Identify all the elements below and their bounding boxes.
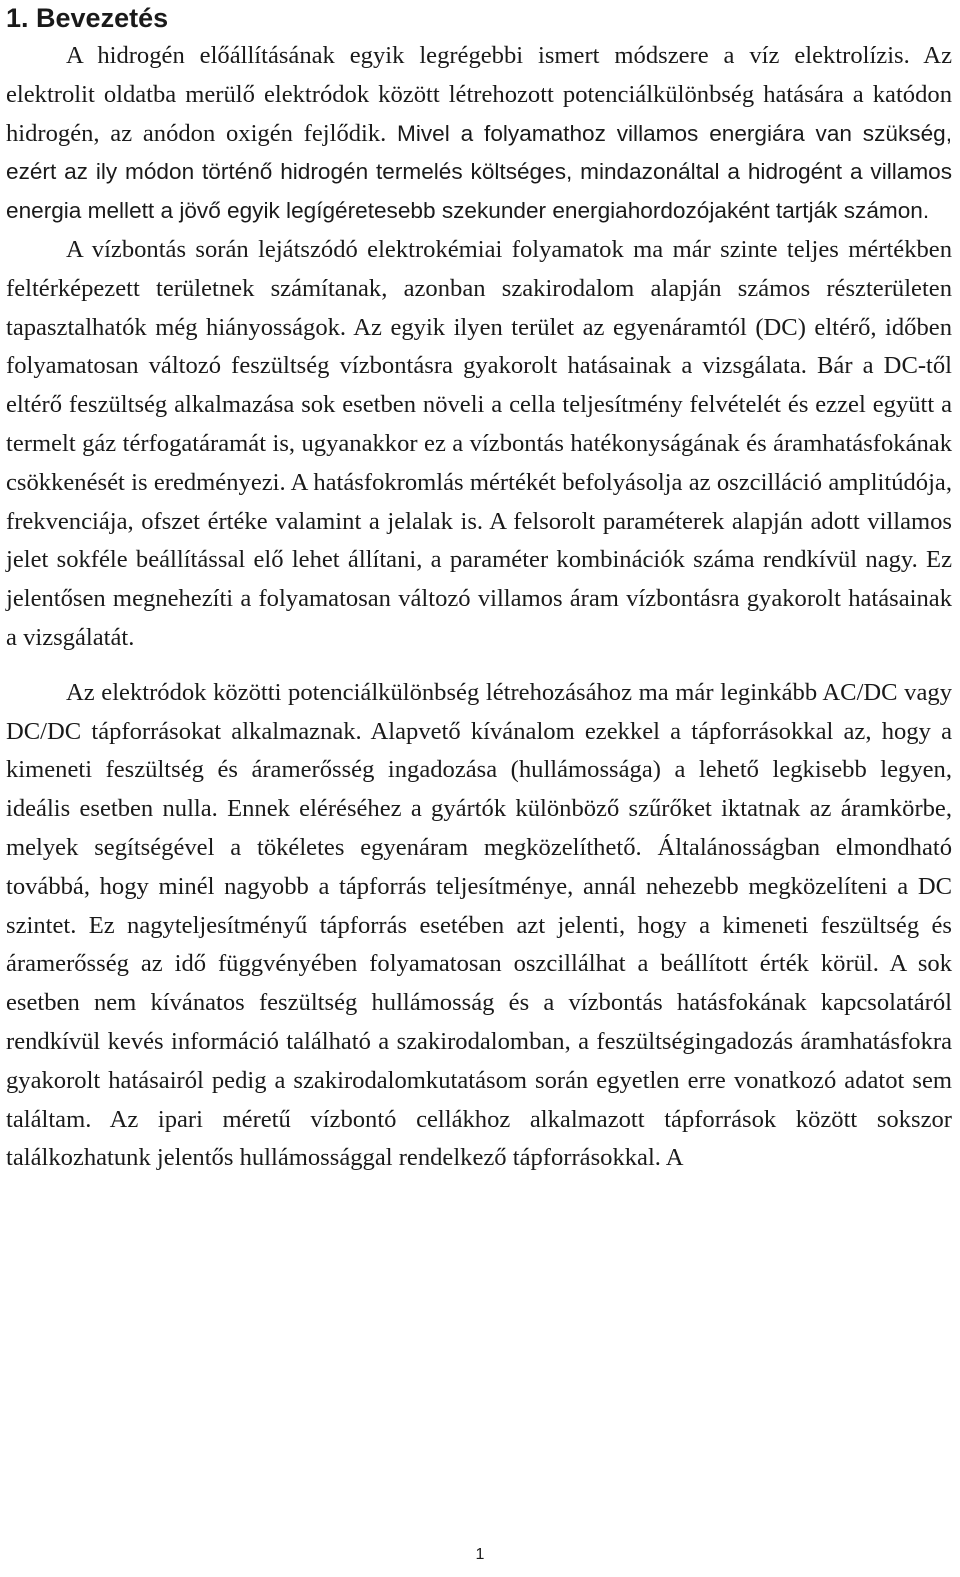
paragraph-1 <box>6 37 952 231</box>
paragraph-1-part-1: A hidrogén előállításának egyik legrégebbi ismert módszere a víz elektrolízis. Az elektrolit oldatba merülő elektródok között létrehozott potenciálkülönbség hatására a katódon hidrogén, az anódon oxigén fejlődik. <box>6 42 952 147</box>
paragraph-1-part-2: Mivel a folyamathoz villamos energiára van szükség, ezért az ily módon történő hidrogén termelés költséges, mindazonáltal a hidrogént a villamos energia mellett a jövő egyik legígéretesebb szekunder energiahordozójaként tartják számon. <box>6 120 952 224</box>
document-page <box>6 0 952 1178</box>
paragraph-spacer <box>6 658 952 674</box>
paragraph-2: A vízbontás során lejátszódó elektrokémiai folyamatok ma már szinte teljes mértékben feltérképezett területnek számítanak, azonban szakirodalom alapján számos részterületen tapasztalhatók még hiányosságok. Az egyik ilyen terület az egyenáramtól (DC) eltérő, időben folyamatosan változó feszültség vízbontásra gyakorolt hatásainak a vizsgálata. Bár a DC-től eltérő feszültség alkalmazása sok esetben növeli a cella teljesítmény felvételét és ezzel együtt a termelt gáz térfogatáramát is, ugyanakkor ez a vízbontás hatékonyságának és áramhatásfokának csökkenését is eredményezi. A hatásfokromlás mértékét befolyásolja az oszcilláció amplitúdója, frekvenciája, ofszet értéke valamint a jelalak is. A felsorolt paraméterek alapján adott villamos jelet sokféle beállítással elő lehet állítani, a paraméter kombinációk száma rendkívül nagy. Ez jelentősen megnehezíti a folyamatosan változó villamos áram vízbontásra gyakorolt hatásainak a vizsgálatát. <box>6 235 952 651</box>
paragraph-3: Az elektródok közötti potenciálkülönbség létrehozásához ma már leginkább AC/DC vagy DC/DC tápforrásokat alkalmaznak. Alapvető kívánalom ezekkel a tápforrásokkal az, hogy a kimeneti feszültség és áramerősség ingadozása (hullámossága) a lehető legkisebb legyen, ideális esetben nulla. Ennek eléréséhez a gyártók különböző szűrőket iktatnak az áramkörbe, melyek segítségével a tökéletes egyenáram megközelíthető. Általánosságban elmondható továbbá, hogy minél nagyobb a tápforrás teljesítménye, annál nehezebb megközelíteni a DC szintet. Ez nagyteljesítményű tápforrás esetében azt jelenti, hogy a kimeneti feszültség és áramerősség az idő függvényében folyamatosan oszcillálhat a beállított érték körül. A sok esetben nem kívánatos feszültség hullámosság és a vízbontás hatásfokának kapcsolatáról rendkívül kevés információ található a szakirodalomban, a feszültségingadozás áramhatásfokra gyakorolt hatásairól pedig a szakirodalomkutatásom során egyetlen erre vonatkozó adatot sem találtam. Az ipari méretű vízbontó cellákhoz alkalmazott tápforrások között sokszor találkozhatunk jelentős hullámossággal rendelkező tápforrásokkal. A <box>6 678 952 1172</box>
page-number: 1 <box>475 1546 485 1563</box>
section-heading: 1. Bevezetés <box>6 3 169 33</box>
